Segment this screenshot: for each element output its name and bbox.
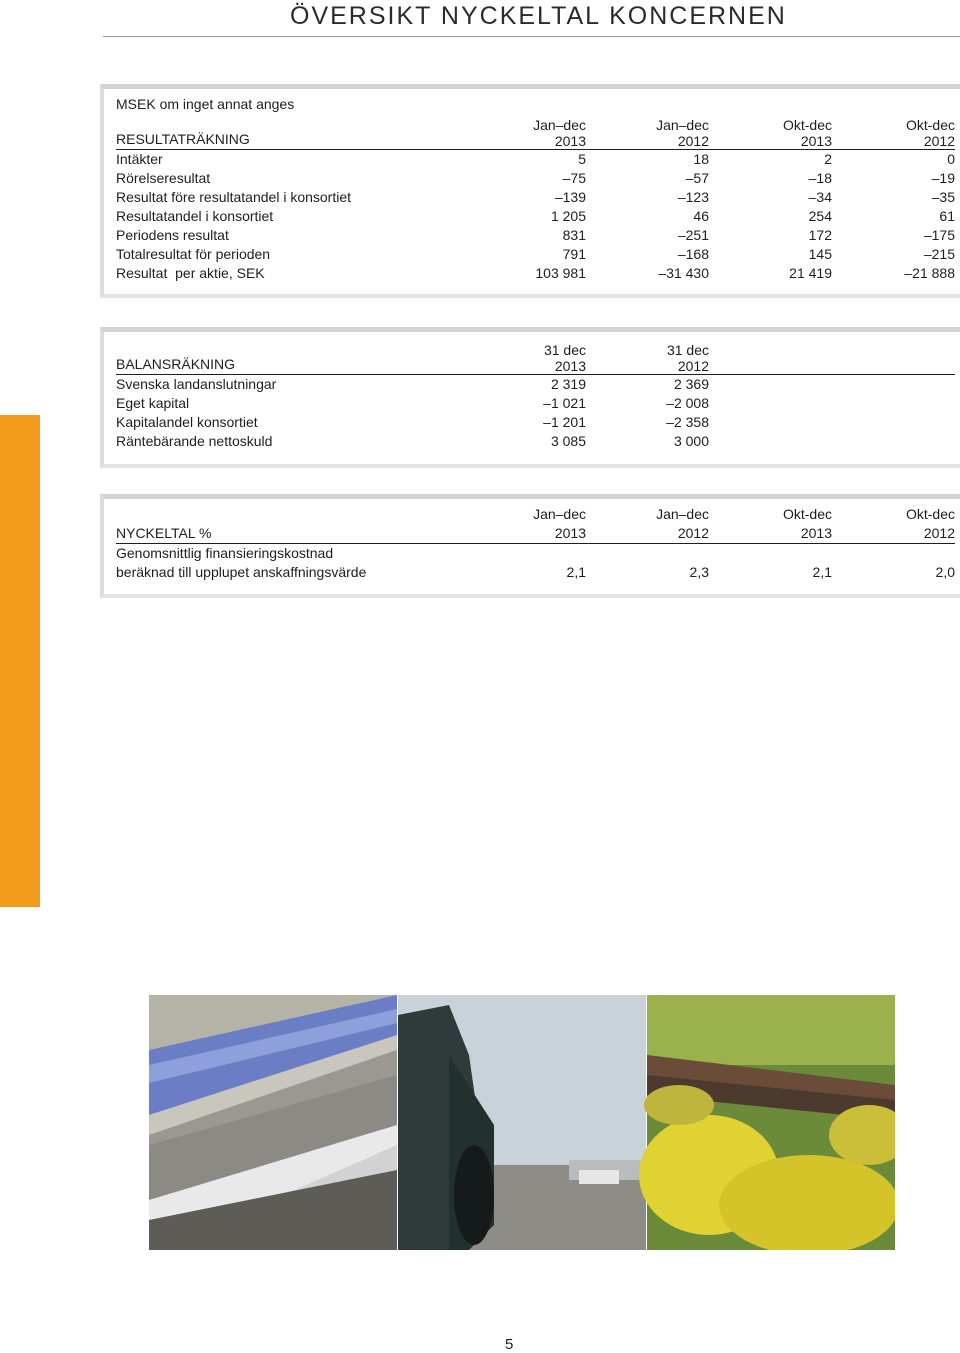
table-row	[116, 207, 955, 226]
cell-value: –123	[677, 189, 709, 205]
table-header-row	[116, 505, 955, 544]
cell-value: –2 008	[666, 395, 709, 411]
cell-value: 46	[693, 208, 709, 224]
cell-value: 2,0	[935, 564, 955, 580]
cell-value: 2,1	[812, 564, 832, 580]
cell-value: –57	[685, 170, 709, 186]
table-row	[116, 150, 955, 170]
row-label: Rörelseresultat	[116, 170, 211, 186]
row-label: Genomsnittlig finansieringskostnad	[116, 545, 334, 561]
row-label: Resultat per aktie, SEK	[116, 265, 265, 281]
cell-value: 2,3	[689, 564, 709, 580]
cell-value: –2 358	[666, 414, 709, 430]
photo-strip	[149, 995, 895, 1250]
column-header: Okt-dec 2012	[832, 505, 955, 544]
row-label: Eget kapital	[116, 395, 190, 411]
cell-value: 791	[562, 246, 586, 262]
cell-value: –215	[923, 246, 955, 262]
train-photo	[149, 995, 397, 1250]
cell-value: 2,1	[566, 564, 586, 580]
cell-value	[709, 544, 832, 564]
cell-value: 0	[947, 151, 955, 167]
cell-value: 5	[578, 151, 586, 167]
column-header: Okt-dec 2013	[709, 115, 832, 150]
table-row	[116, 432, 955, 451]
row-label: Svenska landanslutningar	[116, 376, 277, 392]
income-statement-table	[116, 115, 955, 283]
table-row	[116, 544, 955, 564]
cell-value: 3 085	[550, 433, 586, 449]
income-statement-panel	[100, 84, 960, 298]
page-number: 5	[505, 1336, 514, 1353]
cell-value: 254	[808, 208, 832, 224]
table-row	[116, 188, 955, 207]
row-label: Intäkter	[116, 151, 163, 167]
cell-value: 3 000	[673, 433, 709, 449]
section-label: BALANSRÄKNING	[116, 340, 463, 375]
cell-value: –34	[808, 189, 832, 205]
cell-value: –1 021	[543, 395, 586, 411]
column-header: 31 dec 2012	[586, 340, 709, 375]
cell-value: 103 981	[535, 265, 586, 281]
table-row	[116, 413, 955, 432]
row-label: Totalresultat för perioden	[116, 246, 271, 262]
row-label: Räntebärande nettoskuld	[116, 433, 273, 449]
row-label: beräknad till upplupet anskaffningsvärde	[116, 564, 367, 580]
unit-note: MSEK om inget annat anges	[116, 96, 295, 112]
cell-value: 145	[808, 246, 832, 262]
cell-value: 831	[562, 227, 586, 243]
accent-bar	[0, 415, 40, 907]
section-label: NYCKELTAL %	[116, 505, 463, 544]
cell-value: –35	[931, 189, 955, 205]
balance-sheet-table	[116, 340, 955, 451]
table-header-row	[116, 340, 955, 375]
table-row	[116, 264, 955, 283]
car-photo	[398, 995, 646, 1250]
table-header-row	[116, 115, 955, 150]
cell-value: –168	[677, 246, 709, 262]
row-label: Resultat före resultatandel i konsortiet	[116, 189, 352, 205]
cell-value: 2 369	[673, 376, 709, 392]
cell-value: –75	[562, 170, 586, 186]
row-label: Resultatandel i konsortiet	[116, 208, 274, 224]
cell-value: –19	[931, 170, 955, 186]
cell-value: 172	[808, 227, 832, 243]
cell-value: –251	[677, 227, 709, 243]
row-label: Kapitalandel konsortiet	[116, 414, 258, 430]
table-row	[116, 245, 955, 264]
cell-value: –1 201	[543, 414, 586, 430]
column-header: Jan–dec 2013	[463, 505, 586, 544]
table-row	[116, 394, 955, 413]
table-row	[116, 375, 955, 395]
cell-value: 21 419	[789, 265, 832, 281]
title-divider	[103, 36, 960, 37]
cell-value	[586, 544, 709, 564]
rapeseed-photo	[639, 995, 895, 1250]
empty-header-cell	[832, 340, 955, 375]
column-header: Jan–dec 2013	[463, 115, 586, 150]
column-header: 31 dec 2013	[463, 340, 586, 375]
table-row	[116, 226, 955, 245]
row-label: Periodens resultat	[116, 227, 229, 243]
section-label: RESULTATRÄKNING	[116, 115, 463, 150]
cell-value: 2	[824, 151, 832, 167]
cell-value: 61	[939, 208, 955, 224]
table-row	[116, 563, 955, 582]
cell-value: 1 205	[550, 208, 586, 224]
page-title: ÖVERSIKT NYCKELTAL KONCERNEN	[290, 2, 787, 30]
key-ratios-table	[116, 505, 955, 582]
cell-value: –21 888	[904, 265, 955, 281]
balance-sheet-panel	[100, 327, 960, 468]
cell-value: –18	[808, 170, 832, 186]
table-row	[116, 169, 955, 188]
column-header: Jan–dec 2012	[586, 115, 709, 150]
column-header: Jan–dec 2012	[586, 505, 709, 544]
cell-value: 18	[693, 151, 709, 167]
cell-value: 2 319	[550, 376, 586, 392]
column-header: Okt-dec 2012	[832, 115, 955, 150]
cell-value: –175	[923, 227, 955, 243]
cell-value: –139	[554, 189, 586, 205]
cell-value	[463, 544, 586, 564]
empty-header-cell	[709, 340, 832, 375]
key-ratios-panel	[100, 494, 960, 598]
cell-value: –31 430	[658, 265, 709, 281]
cell-value	[832, 544, 955, 564]
column-header: Okt-dec 2013	[709, 505, 832, 544]
